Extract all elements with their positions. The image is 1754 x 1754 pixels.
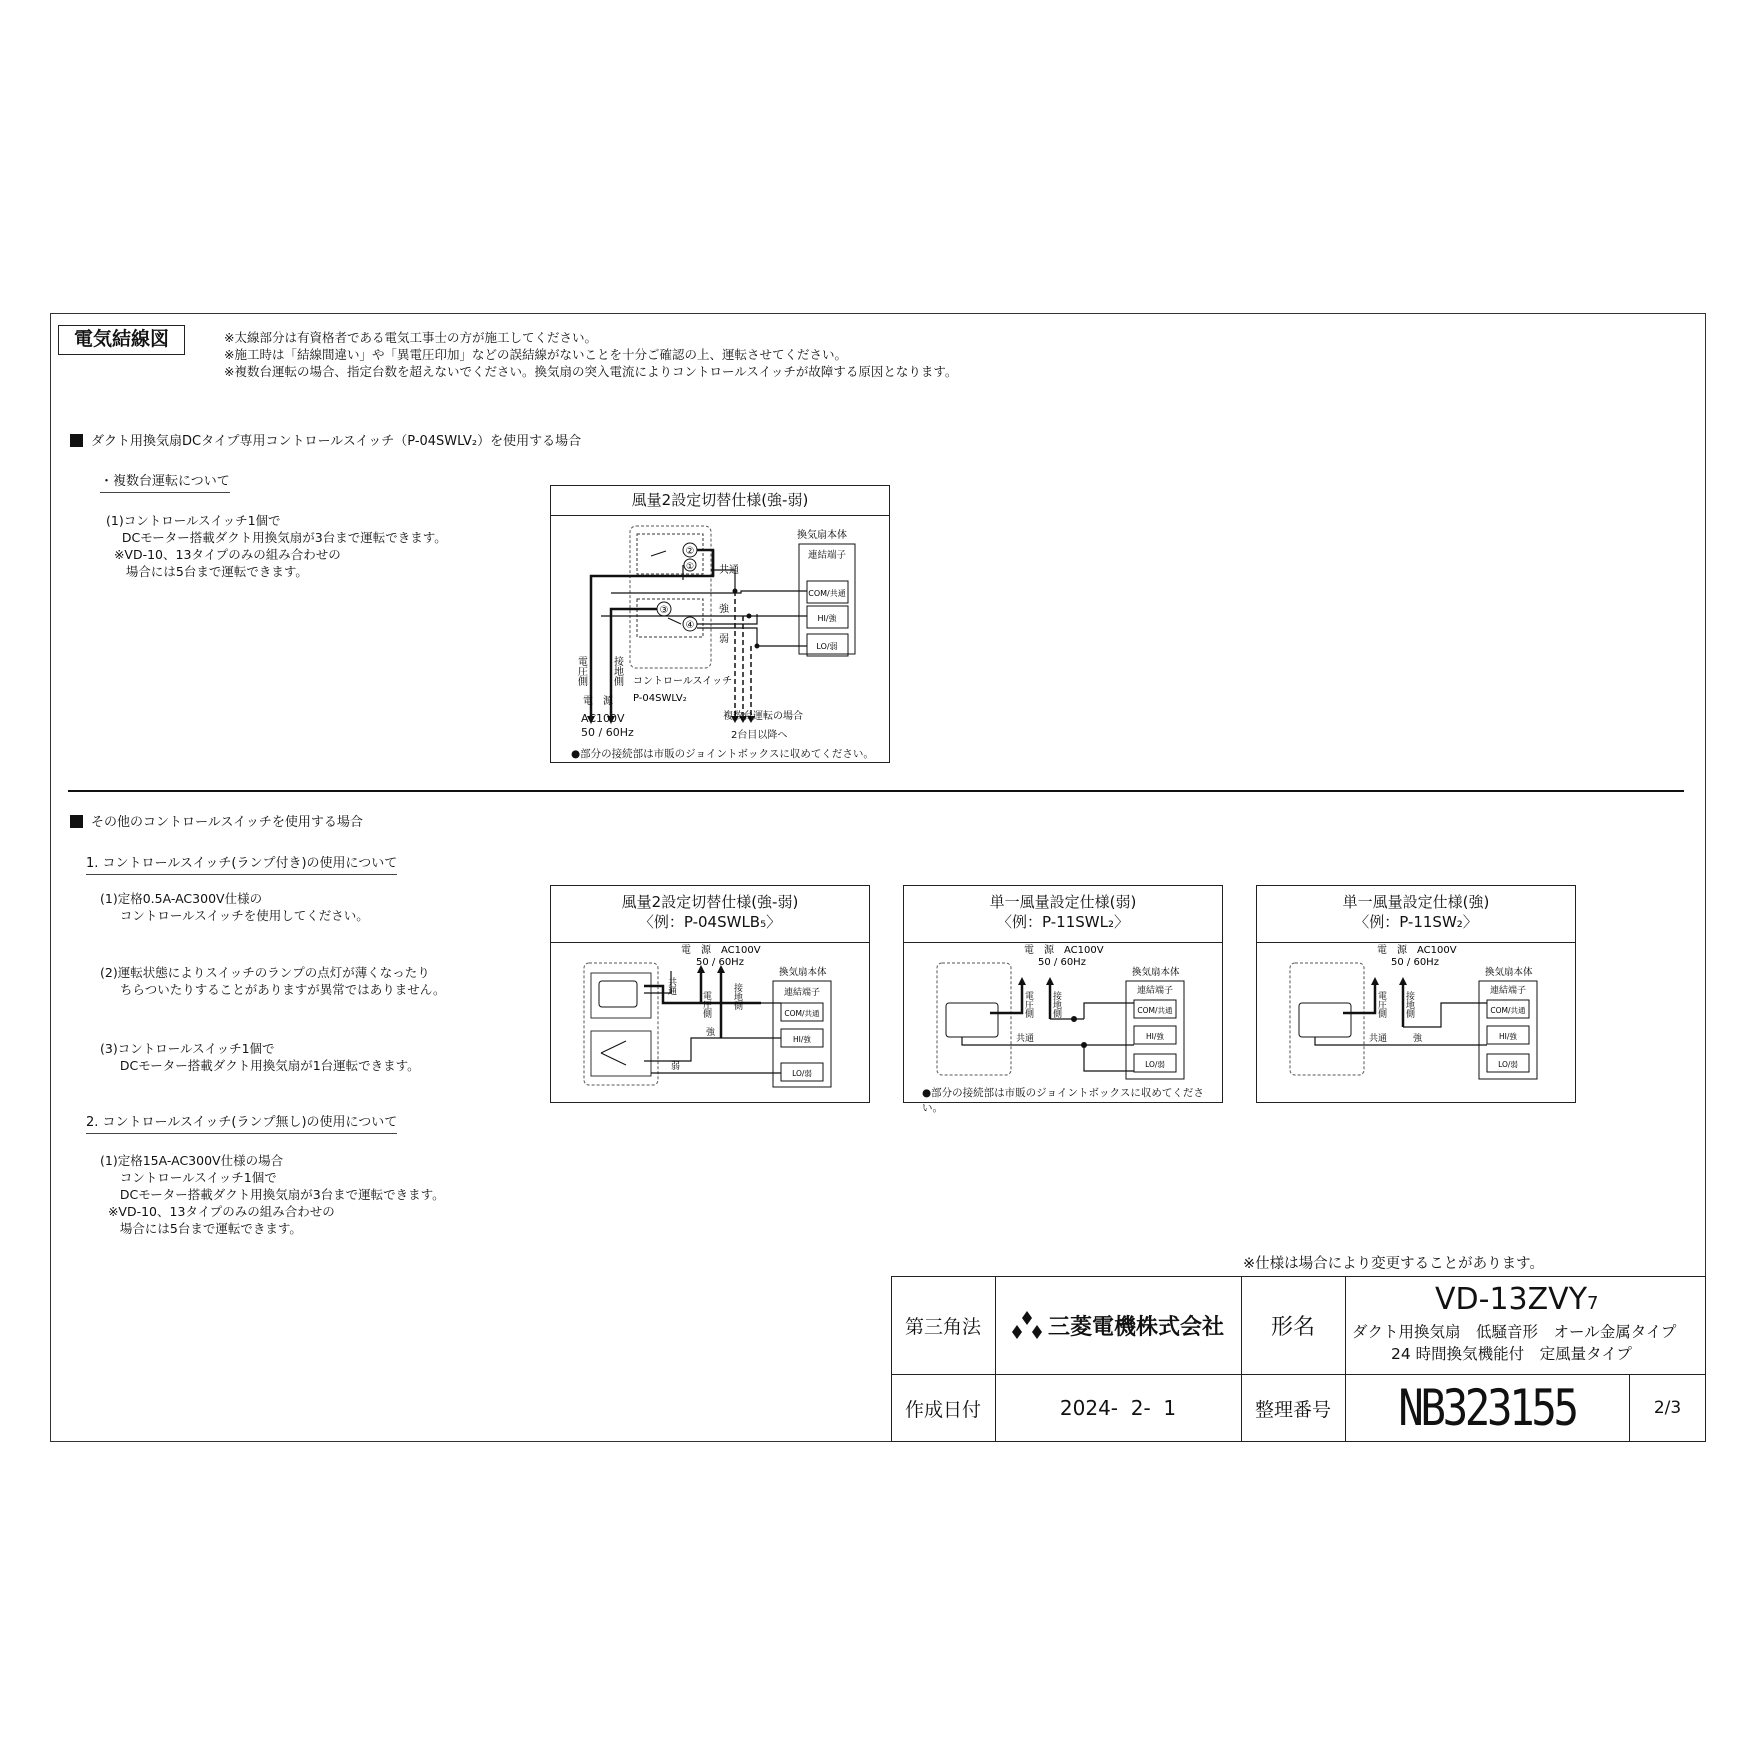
sub2-line-5: 場合には5台まで運転できます。	[100, 1221, 302, 1236]
terminal-com: COM/共通	[1490, 1006, 1526, 1015]
ac-label: AC100V	[1064, 945, 1104, 956]
section2-heading	[70, 811, 363, 830]
model-suffix: 7	[1587, 1293, 1599, 1314]
terminal-1-label: ①	[685, 562, 695, 572]
sub2-line-1: (1)定格15A-AC300V仕様の場合	[100, 1153, 284, 1168]
label-kyotsu: 共通	[719, 565, 739, 576]
voltage-side-label: 電圧側	[575, 656, 587, 686]
wiring-diagram-2-speed-svg	[551, 943, 868, 1101]
wire-voltage	[990, 983, 1022, 1013]
voltage-side-label: 電圧側	[1376, 991, 1386, 1018]
model-number	[1435, 1282, 1598, 1317]
wiring-diagram-2-speed	[550, 885, 870, 1103]
ground-side-label: 接地側	[1404, 991, 1414, 1018]
note-line-1: ※太線部分は有資格者である電気工事士の方が施工してください。	[224, 330, 597, 345]
label-kyo: 強	[1413, 1034, 1423, 1044]
section1-line-1: (1)コントロールスイッチ1個で	[106, 513, 281, 528]
square-bullet-icon	[70, 815, 83, 828]
wire-com	[611, 591, 807, 593]
ac-label: AC100V	[721, 945, 761, 956]
sub2-line-3: DCモーター搭載ダクト用換気扇が3台まで運転できます。	[100, 1187, 445, 1202]
diagram-footer: ●部分の接続部は市販のジョイントボックスに収めてください。	[922, 1087, 1204, 1114]
label-jaku: 弱	[719, 634, 729, 645]
junction-dot	[1071, 1016, 1077, 1022]
wiring-diagram-main-svg	[551, 516, 888, 726]
note-line-2: ※施工時は「結線間違い」や「異電圧印加」などの誤結線がないことを十分ご確認の上、運転させてください。	[224, 347, 847, 362]
power-label: 電 源	[1377, 945, 1407, 956]
diagram-title: 風量2設定切替仕様(強-弱)	[621, 893, 799, 911]
wire-voltage	[1343, 983, 1375, 1013]
wiring-diagram-single-low	[903, 885, 1223, 1114]
wire-lo	[697, 628, 807, 646]
projection-label: 第三角法	[904, 1315, 981, 1338]
ac-label: AC100V	[1417, 945, 1457, 956]
terminal-lo: LO/弱	[792, 1069, 812, 1078]
section2-sub2: 2. コントロールスイッチ(ランプ無し)の使用について	[86, 1111, 397, 1134]
company-cell	[995, 1276, 1241, 1374]
section1-heading	[70, 430, 581, 449]
junction-dot	[755, 644, 760, 649]
terminal-lo: LO/弱	[816, 642, 838, 651]
power-label: 電 源	[1024, 945, 1054, 956]
hz-label: 50 / 60Hz	[1391, 957, 1439, 968]
diagram-example: 〈例：P-04SWLB₅〉	[638, 913, 782, 931]
section2-sub1: 1. コントロールスイッチ(ランプ付き)の使用について	[86, 852, 397, 875]
square-bullet-icon	[70, 434, 83, 447]
diagram-footer: ●部分の接続部は市販のジョイントボックスに収めてください。	[571, 748, 874, 760]
sub1-item-1: (1)定格0.5A-AC300V仕様の コントロールスイッチを使用してください。	[100, 891, 369, 923]
voltage-side-label: 電圧側	[701, 991, 711, 1018]
wiring-diagram-main	[550, 485, 890, 763]
lamp-switch-icon	[1299, 1003, 1351, 1037]
section1-line-4: 場合には5台まで運転できます。	[106, 564, 308, 579]
switch-name-label: コントロールスイッチ	[633, 676, 733, 687]
terminal-hi: HI/強	[1499, 1032, 1517, 1041]
diagram-example: 〈例：P-11SW₂〉	[1354, 913, 1478, 931]
company-name: 三菱電機株式会社	[1047, 1314, 1224, 1340]
contact-line	[651, 551, 666, 556]
junction-dot	[747, 614, 752, 619]
diagram-title: 風量2設定切替仕様(強-弱)	[551, 486, 889, 516]
sub1-item-2: (2)運転状態によりスイッチのランプの点灯が薄くなったり ちらついたりすることがありますが異常ではありません。	[100, 965, 446, 997]
ac-label: AC100V	[581, 712, 625, 725]
hz-label: 50 / 60Hz	[1038, 957, 1086, 968]
label-kyo: 強	[706, 1028, 716, 1038]
lamp-switch-icon	[599, 981, 637, 1007]
section-divider	[68, 790, 1684, 792]
wiring-diagram-single-high-svg	[1257, 943, 1574, 1083]
terminal-lo: LO/弱	[1145, 1060, 1165, 1069]
page-title: 電気結線図	[58, 325, 185, 355]
terminal-hi: HI/強	[793, 1035, 811, 1044]
terminal-label: 連結端子	[807, 550, 847, 561]
section1-heading-text: ダクト用換気扇DCタイプ専用コントロールスイッチ（P-04SWLV₂）を使用する場合	[91, 434, 582, 449]
label-kyotsu: 共通	[1016, 1034, 1035, 1044]
label-jaku: 弱	[671, 1062, 681, 1072]
label-kyotsu: 共通	[666, 977, 676, 995]
date-label: 作成日付	[904, 1398, 981, 1421]
mitsubishi-logo-icon	[1012, 1311, 1042, 1339]
model-desc-1: ダクト用換気扇 低騒音形 オール金属タイプ	[1352, 1323, 1677, 1341]
wiring-diagram-single-low-svg	[904, 943, 1221, 1083]
diagram-title: 単一風量設定仕様(強)	[1342, 893, 1490, 911]
switch-outline	[630, 526, 711, 668]
terminal-label: 連結端子	[783, 988, 821, 998]
section2-heading-text: その他のコントロールスイッチを使用する場合	[91, 815, 363, 830]
terminal-lo: LO/弱	[1498, 1060, 1518, 1069]
power-label: 電 源	[681, 945, 711, 956]
ref-label: 整理番号	[1254, 1398, 1331, 1421]
terminal-hi: HI/強	[817, 614, 837, 623]
note-line-3: ※複数台運転の場合、指定台数を超えないでください。換気扇の突入電流によりコントロールスイッチが故障する原因となります。	[224, 364, 958, 379]
voltage-side-label: 電圧側	[1023, 991, 1033, 1018]
label-kyotsu: 共通	[1369, 1034, 1388, 1044]
terminal-hi: HI/強	[1146, 1032, 1164, 1041]
sub2-line-4: ※VD-10、13タイプのみの組み合わせの	[100, 1204, 335, 1219]
junction-dot	[1081, 1042, 1087, 1048]
terminal-label: 連結端子	[1136, 986, 1174, 996]
terminal-com: COM/共通	[784, 1009, 820, 1018]
multi-run-label-2: 2台目以降へ	[731, 730, 788, 741]
label-kyo: 強	[719, 604, 729, 615]
terminal-4-label: ④	[685, 620, 695, 631]
page-number: 2/3	[1653, 1398, 1682, 1418]
terminal-label: 連結端子	[1489, 986, 1527, 996]
model-label: 形名	[1270, 1314, 1315, 1340]
ref-number: NB323155	[1398, 1379, 1576, 1437]
diagram-example: 〈例：P-11SWL₂〉	[997, 913, 1129, 931]
ground-side-label: 接地側	[732, 983, 742, 1010]
wiring-diagram-single-high	[1256, 885, 1576, 1103]
contact-line	[668, 618, 681, 624]
ground-side-label: 接地側	[611, 656, 623, 686]
lamp-switch-icon	[946, 1003, 998, 1037]
fan-body-label: 換気扇本体	[797, 530, 847, 541]
diagram-title: 単一風量設定仕様(弱)	[989, 893, 1137, 911]
multi-run-label: 複数台運転の場合	[723, 711, 803, 722]
sub2-line-2: コントロールスイッチ1個で	[100, 1170, 277, 1185]
section1-subheading: ・複数台運転について	[100, 470, 230, 493]
switch-model-label: P-04SWLV₂	[633, 693, 687, 704]
terminal-3-label: ③	[659, 605, 669, 616]
hz-label: 50 / 60Hz	[696, 957, 744, 968]
section1-line-3: ※VD-10、13タイプのみの組み合わせの	[106, 547, 341, 562]
ground-side-label: 接地側	[1051, 991, 1061, 1018]
terminal-2-label: ②	[685, 546, 695, 557]
date-value: 2024- 2- 1	[1059, 1396, 1177, 1420]
sub1-item-3: (3)コントロールスイッチ1個で DCモーター搭載ダクト用換気扇が1台運転できます。	[100, 1041, 420, 1073]
model-text: VD-13ZVY	[1435, 1282, 1588, 1317]
power-label: 電 源	[583, 696, 613, 707]
fan-body-label: 換気扇本体	[779, 967, 827, 978]
model-desc-2: 24 時間換気機能付 定風量タイプ	[1391, 1345, 1632, 1363]
spec-note: ※仕様は場合により変更することがあります。	[1243, 1256, 1544, 1272]
terminal-com: COM/共通	[808, 589, 846, 598]
fan-body-label: 換気扇本体	[1132, 967, 1180, 978]
fan-body-label: 換気扇本体	[1485, 967, 1533, 978]
terminal-com: COM/共通	[1137, 1006, 1173, 1015]
section1-line-2: DCモーター搭載ダクト用換気扇が3台まで運転できます。	[106, 530, 447, 545]
hz-label: 50 / 60Hz	[581, 726, 634, 739]
